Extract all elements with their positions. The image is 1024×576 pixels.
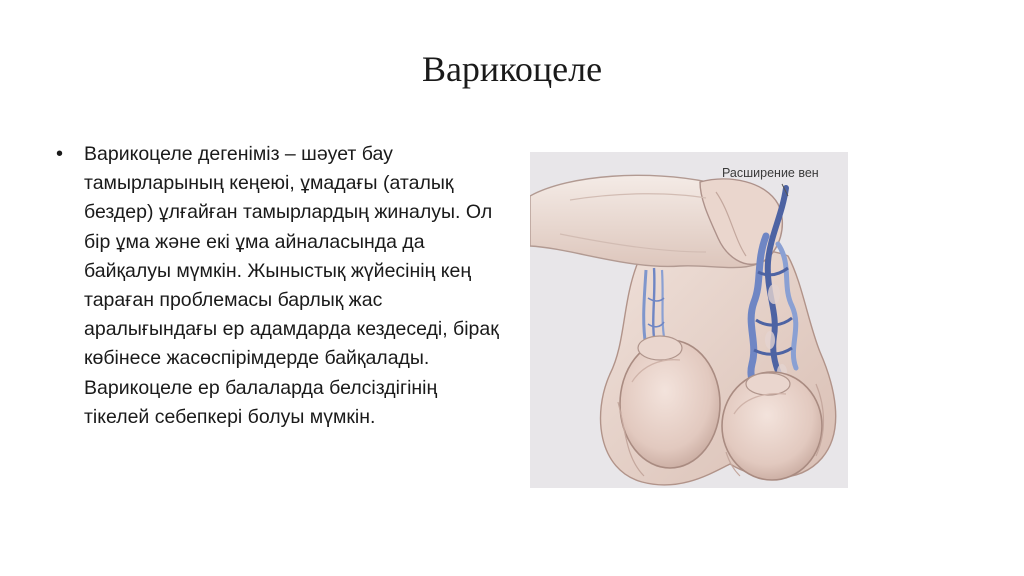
slide-body bbox=[56, 140, 506, 432]
bullet-marker: • bbox=[56, 143, 64, 165]
slide-title: Варикоцеле bbox=[421, 49, 603, 89]
bullet-item bbox=[56, 140, 506, 432]
bullet-text: Варикоцеле дегеніміз – шәует бау тамырларының кеңеюі, ұмадағы (аталық бездер) ұлғайған тамырлардың жиналуы. Ол бір ұма және екі ұма айналасында да байқалуы мүмкін. Жыныстық жүйесінің кең тараған проблемасы барлық жас аралығындағы ер адамдарда кездеседі, бірақ көбінесе жасөспірімдерде байқалады. Варикоцеле ер балаларда белсіздігінің тікелей себепкері болуы мүмкін. bbox=[84, 143, 499, 428]
varicocele-illustration-image bbox=[530, 152, 848, 488]
figure-label: Расширение вен bbox=[722, 166, 819, 180]
anatomy-illustration bbox=[530, 152, 848, 488]
